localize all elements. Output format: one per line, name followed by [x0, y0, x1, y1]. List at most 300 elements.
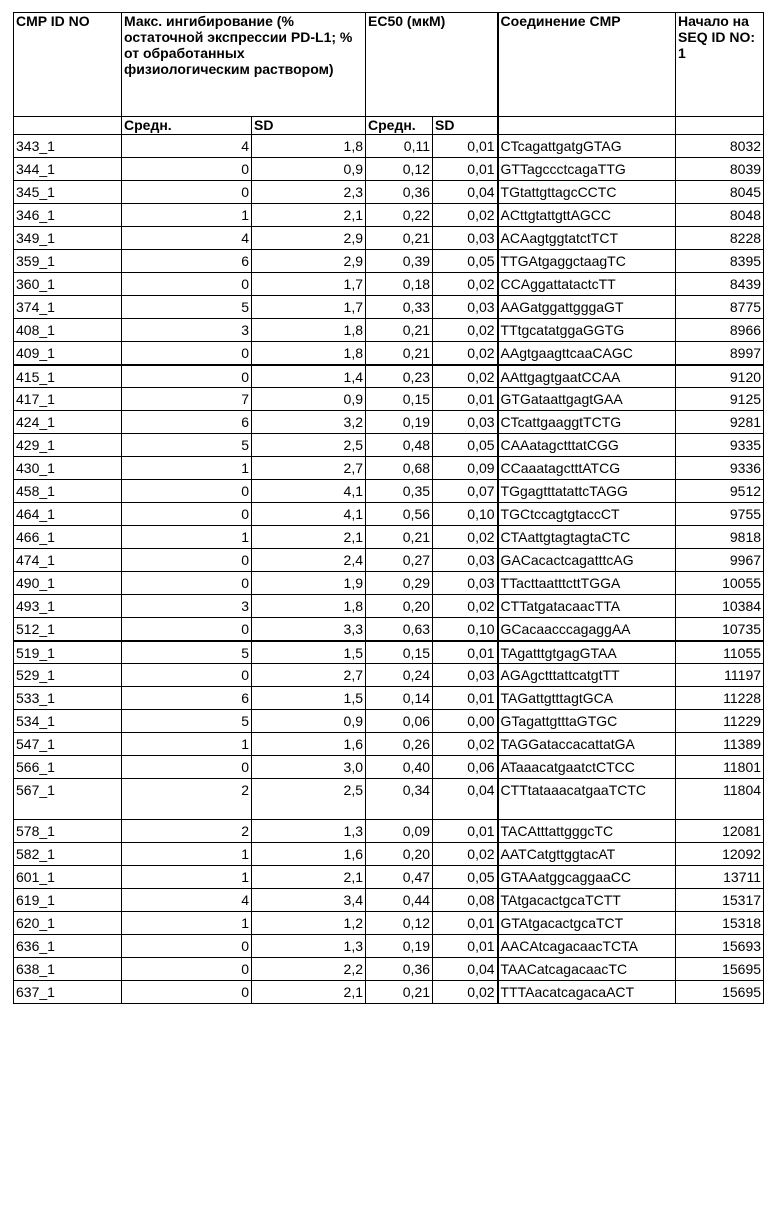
- cell-ec50-mean: 0,26: [366, 733, 433, 756]
- cell-ec50-sd: 0,03: [433, 227, 498, 250]
- cell-compound: TAGGataccacattatGA: [498, 733, 676, 756]
- cell-cmp-id: 374_1: [14, 296, 122, 319]
- cell-max-mean: 6: [122, 411, 252, 434]
- cell-max-sd: 2,7: [252, 457, 366, 480]
- cell-compound: CTcattgaaggtTCTG: [498, 411, 676, 434]
- cell-start: 8775: [676, 296, 764, 319]
- cell-max-sd: 2,1: [252, 866, 366, 889]
- cell-start: 9336: [676, 457, 764, 480]
- cell-compound: AAttgagtgaatCCAA: [498, 365, 676, 388]
- cell-cmp-id: 493_1: [14, 595, 122, 618]
- cell-ec50-mean: 0,36: [366, 958, 433, 981]
- cell-max-sd: 1,3: [252, 935, 366, 958]
- cell-compound: CCaaatagctttATCG: [498, 457, 676, 480]
- cell-cmp-id: 345_1: [14, 181, 122, 204]
- cell-compound: GCacaacccagaggAA: [498, 618, 676, 641]
- header-ec50: EC50 (мкМ): [366, 13, 498, 117]
- header-blank: [14, 117, 122, 135]
- table-row: [14, 687, 764, 710]
- cell-max-mean: 3: [122, 319, 252, 342]
- cell-start: 12081: [676, 820, 764, 843]
- header-sd: SD: [252, 117, 366, 135]
- cell-ec50-mean: 0,34: [366, 779, 433, 820]
- cell-max-sd: 0,9: [252, 710, 366, 733]
- cell-ec50-mean: 0,19: [366, 411, 433, 434]
- cell-ec50-mean: 0,56: [366, 503, 433, 526]
- table-row: [14, 342, 764, 365]
- cell-ec50-sd: 0,03: [433, 664, 498, 687]
- cell-cmp-id: 429_1: [14, 434, 122, 457]
- cell-max-sd: 1,7: [252, 273, 366, 296]
- cell-ec50-sd: 0,02: [433, 204, 498, 227]
- cell-max-mean: 0: [122, 342, 252, 365]
- cell-ec50-mean: 0,15: [366, 388, 433, 411]
- cell-ec50-mean: 0,09: [366, 820, 433, 843]
- cell-max-sd: 3,4: [252, 889, 366, 912]
- cell-compound: GTTagccctcagaTTG: [498, 158, 676, 181]
- cell-cmp-id: 464_1: [14, 503, 122, 526]
- cell-max-mean: 6: [122, 687, 252, 710]
- cell-cmp-id: 346_1: [14, 204, 122, 227]
- cell-cmp-id: 636_1: [14, 935, 122, 958]
- cell-ec50-mean: 0,33: [366, 296, 433, 319]
- data-table: [13, 12, 764, 1004]
- cell-ec50-mean: 0,40: [366, 756, 433, 779]
- cell-max-sd: 1,5: [252, 687, 366, 710]
- cell-ec50-mean: 0,18: [366, 273, 433, 296]
- cell-ec50-sd: 0,02: [433, 365, 498, 388]
- cell-start: 9125: [676, 388, 764, 411]
- cell-ec50-sd: 0,01: [433, 820, 498, 843]
- cell-start: 10055: [676, 572, 764, 595]
- cell-compound: TACAtttattgggcTC: [498, 820, 676, 843]
- cell-max-sd: 1,5: [252, 641, 366, 664]
- header-ec50-mean: Средн.: [366, 117, 433, 135]
- cell-ec50-mean: 0,21: [366, 342, 433, 365]
- cell-ec50-sd: 0,04: [433, 181, 498, 204]
- cell-cmp-id: 620_1: [14, 912, 122, 935]
- cell-cmp-id: 415_1: [14, 365, 122, 388]
- cell-cmp-id: 466_1: [14, 526, 122, 549]
- cell-max-sd: 4,1: [252, 503, 366, 526]
- cell-ec50-sd: 0,03: [433, 296, 498, 319]
- cell-max-sd: 0,9: [252, 158, 366, 181]
- table-row: [14, 135, 764, 158]
- table-row: [14, 935, 764, 958]
- cell-ec50-sd: 0,09: [433, 457, 498, 480]
- table-row: [14, 733, 764, 756]
- cell-max-mean: 0: [122, 958, 252, 981]
- cell-start: 11055: [676, 641, 764, 664]
- table-row: [14, 912, 764, 935]
- cell-ec50-sd: 0,03: [433, 411, 498, 434]
- cell-max-sd: 1,8: [252, 319, 366, 342]
- table-row: [14, 641, 764, 664]
- cell-cmp-id: 619_1: [14, 889, 122, 912]
- cell-ec50-mean: 0,68: [366, 457, 433, 480]
- cell-max-mean: 0: [122, 756, 252, 779]
- cell-max-sd: 2,5: [252, 779, 366, 820]
- cell-max-mean: 5: [122, 296, 252, 319]
- cell-ec50-sd: 0,02: [433, 733, 498, 756]
- cell-cmp-id: 344_1: [14, 158, 122, 181]
- table-row: [14, 572, 764, 595]
- cell-max-mean: 1: [122, 843, 252, 866]
- cell-ec50-sd: 0,10: [433, 503, 498, 526]
- cell-start: 13711: [676, 866, 764, 889]
- cell-compound: GTAAatggcaggaaCC: [498, 866, 676, 889]
- cell-ec50-sd: 0,03: [433, 572, 498, 595]
- table-row: [14, 365, 764, 388]
- cell-max-mean: 2: [122, 779, 252, 820]
- cell-start: 8997: [676, 342, 764, 365]
- cell-cmp-id: 601_1: [14, 866, 122, 889]
- cell-start: 11228: [676, 687, 764, 710]
- cell-max-mean: 1: [122, 457, 252, 480]
- cell-max-mean: 0: [122, 618, 252, 641]
- cell-ec50-sd: 0,02: [433, 981, 498, 1004]
- cell-cmp-id: 512_1: [14, 618, 122, 641]
- cell-ec50-sd: 0,02: [433, 273, 498, 296]
- cell-max-sd: 3,3: [252, 618, 366, 641]
- cell-ec50-sd: 0,06: [433, 756, 498, 779]
- cell-cmp-id: 424_1: [14, 411, 122, 434]
- cell-cmp-id: 359_1: [14, 250, 122, 273]
- cell-cmp-id: 408_1: [14, 319, 122, 342]
- table-row: [14, 549, 764, 572]
- cell-max-sd: 2,1: [252, 981, 366, 1004]
- cell-compound: CAAatagctttatCGG: [498, 434, 676, 457]
- cell-compound: ACAagtggtatctTCT: [498, 227, 676, 250]
- cell-max-mean: 0: [122, 549, 252, 572]
- cell-max-sd: 2,2: [252, 958, 366, 981]
- cell-ec50-sd: 0,07: [433, 480, 498, 503]
- cell-compound: CTAattgtagtagtaCTC: [498, 526, 676, 549]
- cell-max-sd: 2,9: [252, 227, 366, 250]
- cell-ec50-sd: 0,08: [433, 889, 498, 912]
- cell-compound: GTAtgacactgcaTCT: [498, 912, 676, 935]
- cell-compound: TGtattgttagcCCTC: [498, 181, 676, 204]
- cell-cmp-id: 637_1: [14, 981, 122, 1004]
- cell-cmp-id: 578_1: [14, 820, 122, 843]
- cell-start: 9281: [676, 411, 764, 434]
- table-row: [14, 296, 764, 319]
- cell-compound: TTtgcatatggaGGTG: [498, 319, 676, 342]
- cell-ec50-mean: 0,14: [366, 687, 433, 710]
- cell-cmp-id: 534_1: [14, 710, 122, 733]
- table-row: [14, 411, 764, 434]
- cell-ec50-mean: 0,11: [366, 135, 433, 158]
- cell-max-sd: 1,7: [252, 296, 366, 319]
- cell-ec50-sd: 0,01: [433, 641, 498, 664]
- cell-start: 11229: [676, 710, 764, 733]
- cell-max-sd: 1,6: [252, 843, 366, 866]
- table-row: [14, 820, 764, 843]
- cell-max-mean: 1: [122, 733, 252, 756]
- cell-max-mean: 0: [122, 935, 252, 958]
- table-row: [14, 227, 764, 250]
- cell-start: 9512: [676, 480, 764, 503]
- cell-ec50-mean: 0,12: [366, 912, 433, 935]
- table-row: [14, 273, 764, 296]
- cell-cmp-id: 547_1: [14, 733, 122, 756]
- cell-cmp-id: 490_1: [14, 572, 122, 595]
- cell-max-mean: 3: [122, 595, 252, 618]
- cell-max-mean: 0: [122, 158, 252, 181]
- cell-ec50-mean: 0,15: [366, 641, 433, 664]
- cell-compound: CTcagattgatgGTAG: [498, 135, 676, 158]
- cell-compound: AAGatggattgggaGT: [498, 296, 676, 319]
- header-mean: Средн.: [122, 117, 252, 135]
- cell-cmp-id: 567_1: [14, 779, 122, 820]
- cell-ec50-mean: 0,27: [366, 549, 433, 572]
- cell-max-mean: 0: [122, 503, 252, 526]
- cell-max-mean: 0: [122, 181, 252, 204]
- cell-max-mean: 4: [122, 889, 252, 912]
- cell-start: 8966: [676, 319, 764, 342]
- cell-ec50-mean: 0,21: [366, 526, 433, 549]
- cell-max-mean: 1: [122, 204, 252, 227]
- cell-max-sd: 2,5: [252, 434, 366, 457]
- cell-ec50-sd: 0,05: [433, 434, 498, 457]
- cell-max-sd: 1,2: [252, 912, 366, 935]
- cell-compound: ATaaacatgaatctCTCC: [498, 756, 676, 779]
- cell-ec50-sd: 0,01: [433, 912, 498, 935]
- cell-ec50-sd: 0,05: [433, 866, 498, 889]
- cell-compound: AAgtgaagttcaaCAGC: [498, 342, 676, 365]
- cell-compound: AGAgctttattcatgtTT: [498, 664, 676, 687]
- cell-start: 12092: [676, 843, 764, 866]
- cell-max-mean: 7: [122, 388, 252, 411]
- cell-max-sd: 3,0: [252, 756, 366, 779]
- table-row: [14, 319, 764, 342]
- cell-start: 15695: [676, 981, 764, 1004]
- cell-compound: AATCatgttggtacAT: [498, 843, 676, 866]
- cell-cmp-id: 343_1: [14, 135, 122, 158]
- table-row: [14, 250, 764, 273]
- cell-max-sd: 2,4: [252, 549, 366, 572]
- cell-max-mean: 0: [122, 273, 252, 296]
- cell-cmp-id: 474_1: [14, 549, 122, 572]
- cell-start: 9120: [676, 365, 764, 388]
- cell-ec50-mean: 0,47: [366, 866, 433, 889]
- cell-ec50-sd: 0,01: [433, 687, 498, 710]
- header-start: Начало на SEQ ID NO: 1: [676, 13, 764, 117]
- cell-max-mean: 4: [122, 135, 252, 158]
- cell-max-sd: 1,9: [252, 572, 366, 595]
- cell-max-sd: 1,8: [252, 595, 366, 618]
- cell-max-mean: 0: [122, 365, 252, 388]
- cell-max-mean: 0: [122, 480, 252, 503]
- cell-ec50-sd: 0,02: [433, 319, 498, 342]
- table-row: [14, 388, 764, 411]
- cell-max-sd: 0,9: [252, 388, 366, 411]
- header-blank: [676, 117, 764, 135]
- cell-compound: CCAggattatactcTT: [498, 273, 676, 296]
- table-row: [14, 958, 764, 981]
- cell-ec50-mean: 0,21: [366, 981, 433, 1004]
- cell-ec50-sd: 0,02: [433, 342, 498, 365]
- cell-cmp-id: 533_1: [14, 687, 122, 710]
- header-compound: Соединение CMP: [498, 13, 676, 117]
- cell-max-mean: 0: [122, 664, 252, 687]
- table-row: [14, 664, 764, 687]
- cell-start: 8439: [676, 273, 764, 296]
- cell-start: 15318: [676, 912, 764, 935]
- table-row: [14, 889, 764, 912]
- cell-ec50-mean: 0,22: [366, 204, 433, 227]
- cell-start: 10735: [676, 618, 764, 641]
- cell-compound: GACacactcagatttcAG: [498, 549, 676, 572]
- cell-ec50-mean: 0,29: [366, 572, 433, 595]
- cell-max-mean: 5: [122, 434, 252, 457]
- cell-ec50-mean: 0,23: [366, 365, 433, 388]
- cell-max-mean: 1: [122, 912, 252, 935]
- cell-max-sd: 1,8: [252, 135, 366, 158]
- cell-ec50-mean: 0,19: [366, 935, 433, 958]
- cell-start: 8032: [676, 135, 764, 158]
- cell-start: 8045: [676, 181, 764, 204]
- cell-max-mean: 0: [122, 981, 252, 1004]
- cell-ec50-sd: 0,01: [433, 388, 498, 411]
- cell-start: 11197: [676, 664, 764, 687]
- cell-ec50-mean: 0,20: [366, 595, 433, 618]
- table-row: [14, 595, 764, 618]
- cell-cmp-id: 409_1: [14, 342, 122, 365]
- cell-compound: GTagattgtttaGTGC: [498, 710, 676, 733]
- cell-max-mean: 5: [122, 710, 252, 733]
- cell-ec50-sd: 0,03: [433, 549, 498, 572]
- cell-max-sd: 2,3: [252, 181, 366, 204]
- table-row: [14, 204, 764, 227]
- cell-ec50-sd: 0,01: [433, 135, 498, 158]
- cell-start: 9335: [676, 434, 764, 457]
- cell-ec50-sd: 0,01: [433, 158, 498, 181]
- table-row: [14, 779, 764, 820]
- cell-compound: TAtgacactgcaTCTT: [498, 889, 676, 912]
- cell-ec50-mean: 0,24: [366, 664, 433, 687]
- cell-max-sd: 3,2: [252, 411, 366, 434]
- cell-max-sd: 2,1: [252, 526, 366, 549]
- cell-ec50-sd: 0,02: [433, 843, 498, 866]
- table-row: [14, 503, 764, 526]
- cell-compound: TTTAacatcagacaACT: [498, 981, 676, 1004]
- cell-compound: TGgagtttatattcTAGG: [498, 480, 676, 503]
- cell-max-sd: 1,3: [252, 820, 366, 843]
- cell-cmp-id: 349_1: [14, 227, 122, 250]
- cell-cmp-id: 430_1: [14, 457, 122, 480]
- cell-max-sd: 2,9: [252, 250, 366, 273]
- cell-cmp-id: 519_1: [14, 641, 122, 664]
- cell-cmp-id: 566_1: [14, 756, 122, 779]
- cell-ec50-mean: 0,39: [366, 250, 433, 273]
- table-row: [14, 843, 764, 866]
- cell-ec50-mean: 0,36: [366, 181, 433, 204]
- cell-start: 11804: [676, 779, 764, 820]
- cell-ec50-sd: 0,01: [433, 935, 498, 958]
- header-cmp-id: CMP ID NO: [14, 13, 122, 117]
- cell-ec50-mean: 0,20: [366, 843, 433, 866]
- cell-cmp-id: 360_1: [14, 273, 122, 296]
- cell-ec50-mean: 0,44: [366, 889, 433, 912]
- cell-ec50-mean: 0,12: [366, 158, 433, 181]
- cell-max-sd: 4,1: [252, 480, 366, 503]
- cell-compound: AACAtcagacaacTCTA: [498, 935, 676, 958]
- cell-compound: GTGataattgagtGAA: [498, 388, 676, 411]
- table-row: [14, 710, 764, 733]
- cell-start: 9755: [676, 503, 764, 526]
- cell-max-sd: 1,8: [252, 342, 366, 365]
- cell-compound: CTTtataaacatgaaTCTC: [498, 779, 676, 820]
- cell-compound: TAACatcagacaacTC: [498, 958, 676, 981]
- table-row: [14, 618, 764, 641]
- table-body: [14, 135, 764, 1004]
- cell-max-mean: 6: [122, 250, 252, 273]
- cell-ec50-sd: 0,10: [433, 618, 498, 641]
- cell-ec50-sd: 0,04: [433, 779, 498, 820]
- cell-start: 9967: [676, 549, 764, 572]
- cell-ec50-sd: 0,05: [433, 250, 498, 273]
- cell-compound: TAgatttgtgagGTAA: [498, 641, 676, 664]
- cell-ec50-sd: 0,04: [433, 958, 498, 981]
- table-row: [14, 981, 764, 1004]
- header-ec50-sd: SD: [433, 117, 498, 135]
- cell-ec50-sd: 0,00: [433, 710, 498, 733]
- cell-start: 11389: [676, 733, 764, 756]
- cell-ec50-mean: 0,21: [366, 227, 433, 250]
- cell-ec50-mean: 0,63: [366, 618, 433, 641]
- cell-compound: TTGAtgaggctaagTC: [498, 250, 676, 273]
- cell-start: 8228: [676, 227, 764, 250]
- cell-max-sd: 2,7: [252, 664, 366, 687]
- cell-start: 8395: [676, 250, 764, 273]
- cell-start: 15317: [676, 889, 764, 912]
- header-max-inhibition: Макс. ингибирование (% остаточной экспрессии PD-L1; % от обработанных физиологическим раствором): [122, 13, 366, 117]
- cell-start: 15695: [676, 958, 764, 981]
- cell-ec50-sd: 0,02: [433, 526, 498, 549]
- cell-ec50-sd: 0,02: [433, 595, 498, 618]
- table-row: [14, 526, 764, 549]
- table-row: [14, 158, 764, 181]
- cell-start: 11801: [676, 756, 764, 779]
- table-row: [14, 756, 764, 779]
- cell-start: 9818: [676, 526, 764, 549]
- cell-cmp-id: 638_1: [14, 958, 122, 981]
- cell-max-mean: 1: [122, 866, 252, 889]
- cell-max-sd: 2,1: [252, 204, 366, 227]
- cell-compound: CTTatgatacaacTTA: [498, 595, 676, 618]
- cell-cmp-id: 458_1: [14, 480, 122, 503]
- header-blank: [498, 117, 676, 135]
- table-row: [14, 434, 764, 457]
- cell-max-mean: 5: [122, 641, 252, 664]
- cell-ec50-mean: 0,21: [366, 319, 433, 342]
- cell-ec50-mean: 0,48: [366, 434, 433, 457]
- cell-cmp-id: 417_1: [14, 388, 122, 411]
- table-row: [14, 480, 764, 503]
- cell-start: 8048: [676, 204, 764, 227]
- cell-max-mean: 1: [122, 526, 252, 549]
- cell-compound: TTacttaatttcttTGGA: [498, 572, 676, 595]
- cell-cmp-id: 529_1: [14, 664, 122, 687]
- cell-cmp-id: 582_1: [14, 843, 122, 866]
- cell-max-mean: 4: [122, 227, 252, 250]
- cell-max-mean: 0: [122, 572, 252, 595]
- table-row: [14, 866, 764, 889]
- cell-start: 10384: [676, 595, 764, 618]
- cell-compound: ACttgtattgttAGCC: [498, 204, 676, 227]
- table-row: [14, 181, 764, 204]
